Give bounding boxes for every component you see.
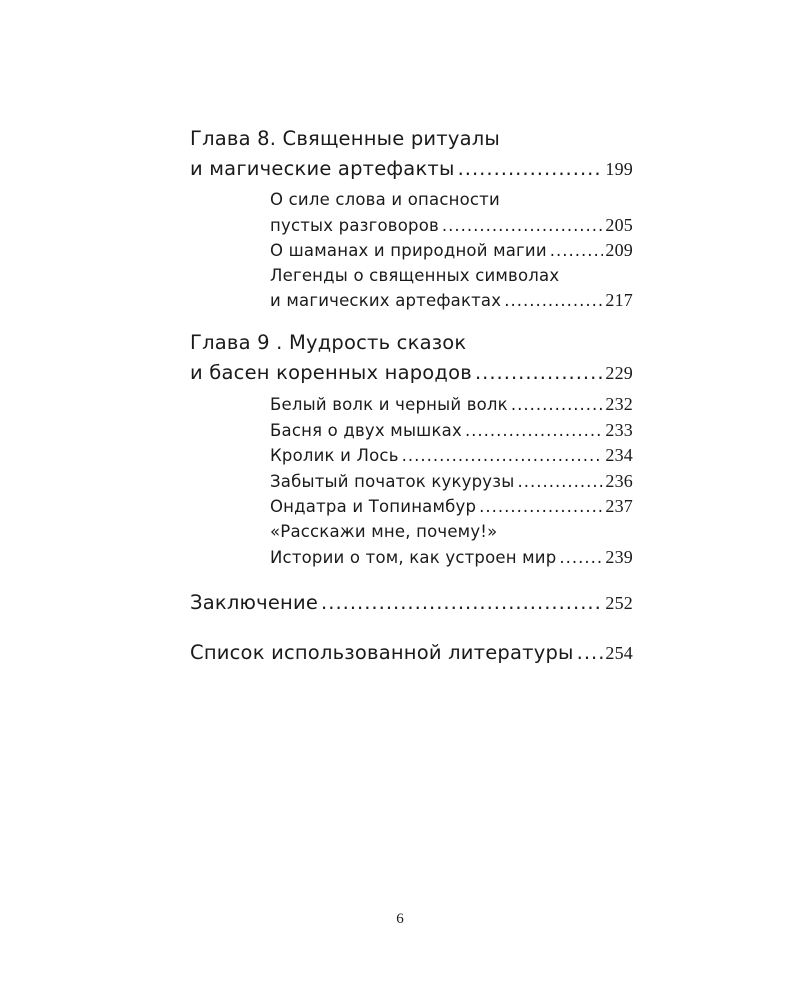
chapter-title-line: и магические артефакты [190, 157, 455, 180]
page-number: 6 [396, 911, 404, 927]
toc-subsection[interactable] [270, 264, 633, 314]
toc-subsection[interactable] [270, 418, 633, 444]
dot-leader [475, 358, 603, 388]
dot-leader [402, 444, 604, 469]
subsection-title-line: Истории о том, как устроен мир [270, 547, 557, 567]
toc-chapter-8[interactable] [190, 124, 633, 314]
chapter-title-line: Глава 9 . Мудрость сказок [190, 330, 467, 354]
subsection-title-line: Легенды о священных символах [270, 265, 560, 285]
toc-entry-row [270, 545, 633, 571]
subsection-title-line: и магических артефактах [270, 291, 502, 311]
toc-entry-row [270, 418, 633, 444]
page-ref: 254 [605, 643, 633, 664]
subsection-list [270, 392, 633, 570]
dot-leader [458, 154, 604, 184]
page-ref: 229 [605, 362, 633, 383]
toc-entry-row [270, 469, 633, 495]
page-ref: 209 [605, 240, 633, 261]
page-ref: 232 [605, 393, 633, 414]
dot-leader [442, 214, 603, 239]
subsection-title-line: О силе слова и опасности [270, 190, 500, 209]
bibliography-title: Список использованной литературы [190, 641, 574, 665]
toc-conclusion[interactable] [190, 588, 633, 618]
page-ref: 233 [605, 419, 633, 440]
toc-entry-row [270, 392, 633, 418]
dot-leader [511, 393, 604, 418]
toc-subsection[interactable] [270, 443, 633, 469]
toc-subsection[interactable] [270, 469, 633, 495]
dot-leader [465, 419, 603, 444]
toc-entry-row [190, 154, 633, 184]
toc-entry-row [270, 238, 633, 264]
dot-leader [479, 495, 603, 520]
subsection-title: Кролик и Лось [270, 446, 399, 466]
subsection-title: Басня о двух мышках [270, 420, 462, 440]
toc-subsection[interactable] [270, 188, 633, 238]
toc-entry-row [190, 588, 633, 618]
page-ref: 237 [605, 496, 633, 517]
toc-entry-row [270, 443, 633, 469]
page-ref: 239 [605, 546, 633, 567]
conclusion-title: Заключение [190, 591, 319, 615]
dot-leader [559, 546, 603, 571]
chapter-title-line: Глава 8. Священные ритуалы [190, 127, 501, 150]
subsection-title: Забытый початок кукурузы [270, 471, 515, 491]
toc-chapter-9[interactable] [190, 328, 633, 570]
subsection-title-line: «Расскажи мне, почему!» [270, 521, 498, 541]
toc-entry-row [190, 358, 633, 388]
dot-leader [550, 239, 604, 264]
subsection-title: Белый волк и черный волк [270, 394, 508, 414]
toc-subsection[interactable] [270, 238, 633, 264]
toc-entry-row [270, 288, 633, 314]
dot-leader [517, 470, 603, 495]
table-of-contents [190, 124, 633, 668]
toc-entry-row [270, 494, 633, 520]
dot-leader [504, 289, 603, 314]
toc-subsection[interactable] [270, 392, 633, 418]
subsection-title: Ондатра и Топинамбур [270, 497, 477, 517]
toc-subsection[interactable] [270, 494, 633, 520]
page-ref: 199 [605, 159, 633, 179]
page-ref: 252 [605, 593, 633, 614]
page-ref: 234 [605, 445, 633, 466]
subsection-title-line: пустых разговоров [270, 215, 439, 235]
toc-entry-row [190, 638, 633, 668]
subsection-title: О шаманах и природной магии [270, 241, 547, 261]
page-ref: 205 [605, 214, 633, 235]
toc-subsection[interactable] [270, 520, 633, 570]
dot-leader [321, 588, 603, 618]
subsection-list [270, 188, 633, 314]
dot-leader [577, 638, 604, 668]
chapter-title-line: и басен коренных народов [190, 360, 472, 384]
page-ref: 236 [605, 470, 633, 491]
toc-entry-row [270, 213, 633, 239]
page-ref: 217 [605, 290, 633, 311]
toc-bibliography[interactable] [190, 638, 633, 668]
